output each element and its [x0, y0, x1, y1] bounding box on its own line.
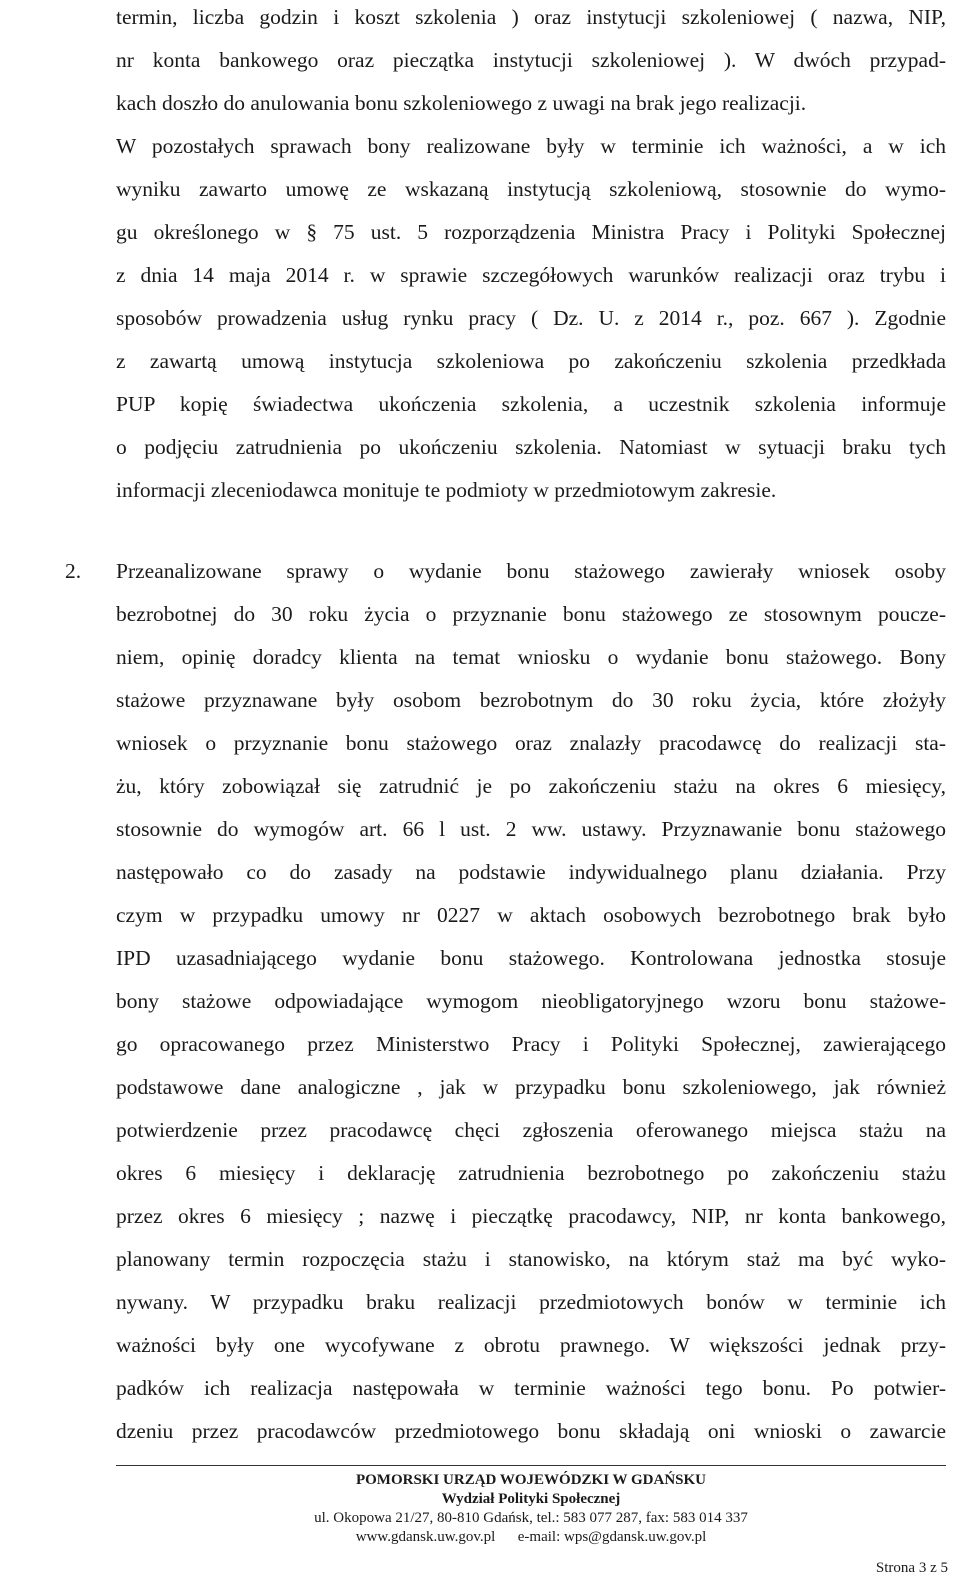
text-line: padków ich realizacja następowała w terminie ważności tego bonu. Po potwier- — [116, 1376, 946, 1400]
text-line: stosownie do wymogów art. 66 l ust. 2 ww. ustawy. Przyznawanie bonu stażowego — [116, 817, 946, 841]
text-line: bony stażowe odpowiadające wymogom nieobligatoryjnego wzoru bonu stażowe- — [116, 989, 946, 1013]
text-line: wyniku zawarto umowę ze wskazaną instytucją szkoleniową, stosownie do wymo- — [116, 177, 946, 201]
text-line: przez okres 6 miesięcy ; nazwę i pieczątkę pracodawcy, NIP, nr konta bankowego, — [116, 1204, 946, 1228]
text-line: kach doszło do anulowania bonu szkoleniowego z uwagi na brak jego realizacji. — [116, 91, 807, 115]
text-line: nywany. W przypadku braku realizacji przedmiotowych bonów w terminie ich — [116, 1290, 946, 1314]
text-line: czym w przypadku umowy nr 0227 w aktach osobowych bezrobotnego brak było — [116, 903, 946, 927]
text-line: informacji zleceniodawca monituje te podmioty w przedmiotowym zakresie. — [116, 478, 777, 502]
page-number: Strona 3 z 5 — [875, 1560, 948, 1576]
list-number: 2. — [65, 559, 82, 583]
text-line: bezrobotnej do 30 roku życia o przyznanie bonu stażowego ze stosownym poucze- — [116, 602, 946, 626]
text-line: sposobów prowadzenia usług rynku pracy ( Dz. U. z 2014 r., poz. 667 ). Zgodnie — [116, 306, 946, 330]
text-line: nr konta bankowego oraz pieczątka instytucji szkoleniowej ). W dwóch przypad- — [116, 48, 946, 72]
footer-address: ul. Okopowa 21/27, 80-810 Gdańsk, tel.: 583 077 287, fax: 583 014 337 — [314, 1510, 748, 1526]
text-line: go opracowanego przez Ministerstwo Pracy i Polityki Społecznej, zawierającego — [116, 1032, 946, 1056]
text-line: następowało co do zasady na podstawie indywidualnego planu działania. Przy — [116, 860, 946, 884]
page-footer — [116, 1471, 946, 1547]
text-line: dzeniu przez pracodawców przedmiotowego bonu składają oni wnioski o zawarcie — [116, 1419, 946, 1443]
footer-contact: www.gdansk.uw.gov.pl e-mail: wps@gdansk.uw.gov.pl — [355, 1529, 707, 1545]
text-line: W pozostałych sprawach bony realizowane były w terminie ich ważności, a w ich — [116, 134, 946, 158]
text-line: Przeanalizowane sprawy o wydanie bonu stażowego zawierały wniosek osoby — [116, 559, 946, 583]
footer-organization: POMORSKI URZĄD WOJEWÓDZKI W GDAŃSKU — [355, 1472, 707, 1488]
text-line: planowany termin rozpoczęcia stażu i stanowisko, na którym staż ma być wyko- — [116, 1247, 946, 1271]
text-line: z dnia 14 maja 2014 r. w sprawie szczegółowych warunków realizacji oraz trybu i — [116, 263, 946, 287]
text-line: okres 6 miesięcy i deklarację zatrudnienia bezrobotnego po zakończeniu stażu — [116, 1161, 946, 1185]
text-line: stażowe przyznawane były osobom bezrobotnym do 30 roku życia, które złożyły — [116, 688, 946, 712]
text-line: potwierdzenie przez pracodawcę chęci zgłoszenia oferowanego miejsca stażu na — [116, 1118, 946, 1142]
footer-department: Wydział Polityki Społecznej — [441, 1491, 621, 1507]
text-line: IPD uzasadniającego wydanie bonu stażowego. Kontrolowana jednostka stosuje — [116, 946, 946, 970]
text-line: wniosek o przyznanie bonu stażowego oraz znalazły pracodawcę do realizacji sta- — [116, 731, 946, 755]
text-line: PUP kopię świadectwa ukończenia szkolenia, a uczestnik szkolenia informuje — [116, 392, 946, 416]
text-line: żu, który zobowiązał się zatrudnić je po zakończeniu stażu na okres 6 miesięcy, — [116, 774, 946, 798]
text-line: z zawartą umową instytucja szkoleniowa po zakończeniu szkolenia przedkłada — [116, 349, 946, 373]
text-line: niem, opinię doradcy klienta na temat wniosku o wydanie bonu stażowego. Bony — [116, 645, 946, 669]
footer-divider — [116, 1465, 946, 1466]
text-line: podstawowe dane analogiczne , jak w przypadku bonu szkoleniowego, jak również — [116, 1075, 946, 1099]
text-line: ważności były one wycofywane z obrotu prawnego. W większości jednak przy- — [116, 1333, 946, 1357]
text-line: termin, liczba godzin i koszt szkolenia ) oraz instytucji szkoleniowej ( nazwa, NIP, — [116, 5, 946, 29]
text-line: gu określonego w § 75 ust. 5 rozporządzenia Ministra Pracy i Polityki Społecznej — [116, 220, 946, 244]
text-line: o podjęciu zatrudnienia po ukończeniu szkolenia. Natomiast w sytuacji braku tych — [116, 435, 946, 459]
